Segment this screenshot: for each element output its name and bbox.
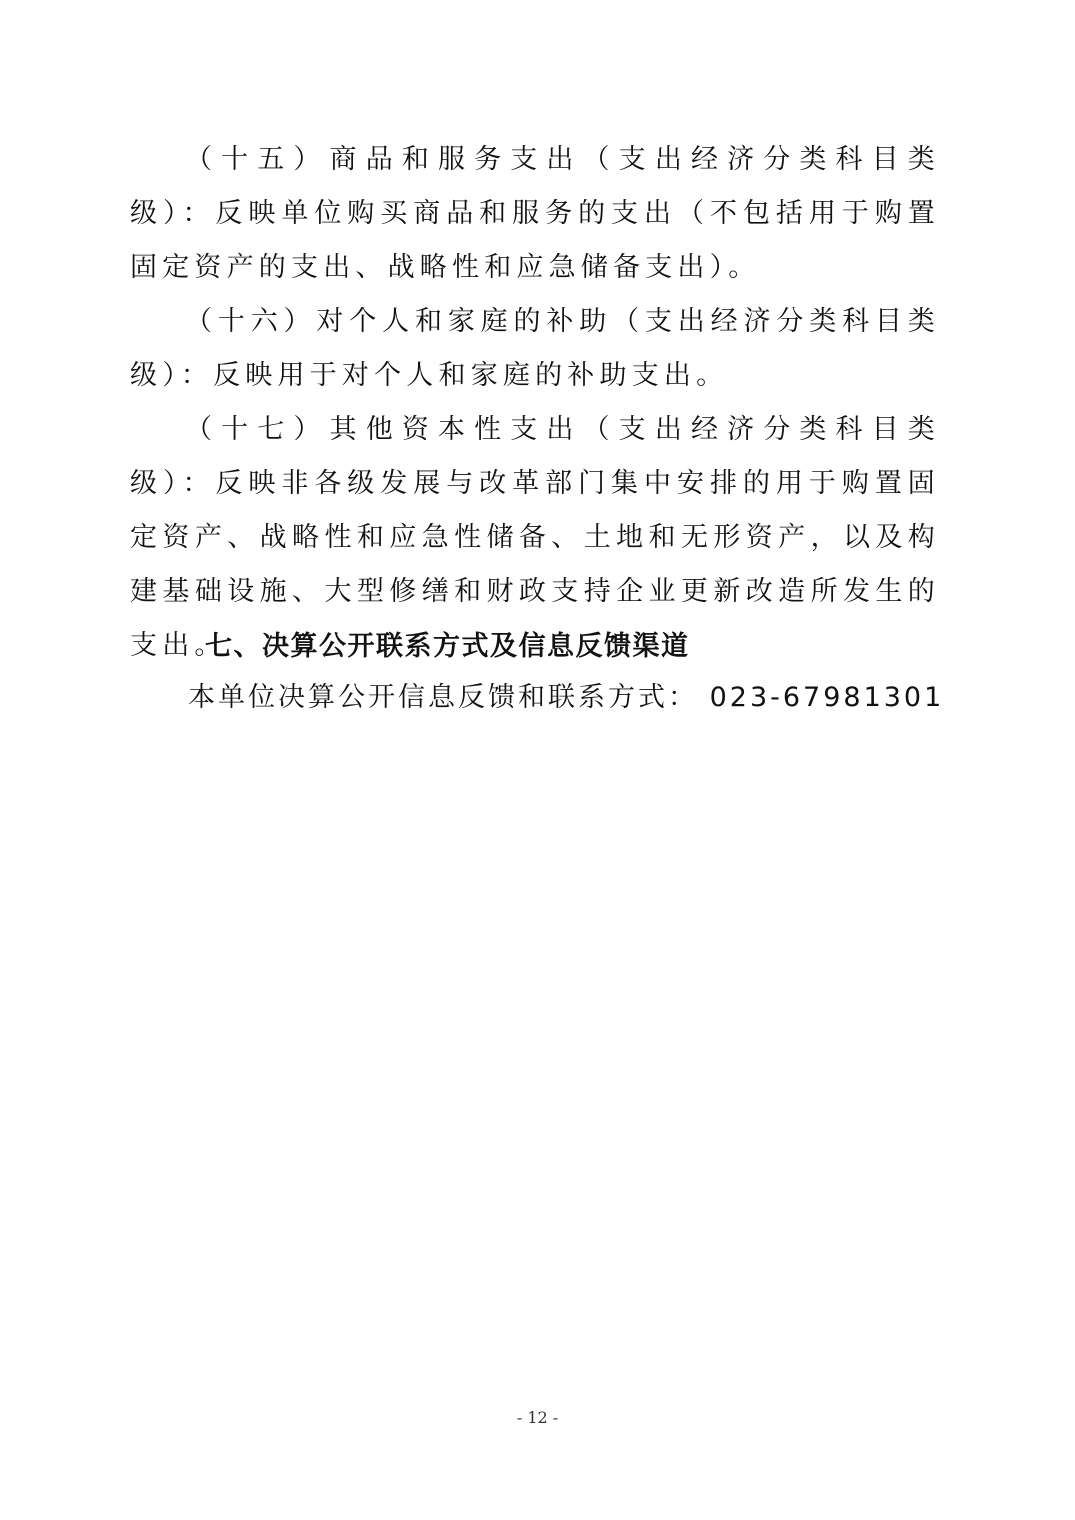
page-number: - 12 -	[516, 1408, 559, 1427]
paragraph-commodity-service-expenditure: （十五）商品和服务支出（支出经济分类科目类级）：反映单位购买商品和服务的支出（不包括用于购置固定资产的支出、战略性和应急储备支出）。	[130, 144, 940, 283]
section-heading-contact: 七、决算公开联系方式及信息反馈渠道	[205, 631, 690, 662]
paragraph-household-subsidy: （十六）对个人和家庭的补助（支出经济分类科目类级）：反映用于对个人和家庭的补助支出。	[130, 306, 940, 391]
contact-line: 本单位决算公开信息反馈和联系方式： 023-67981301	[188, 682, 945, 713]
paragraph-other-capital-expenditure: （十七）其他资本性支出（支出经济分类科目类级）：反映非各级发展与改革部门集中安排的用于购置固定资产、战略性和应急性储备、土地和无形资产，以及构建基础设施、大型修缮和财政支持企业更新改造所发生的支出。	[130, 414, 940, 661]
